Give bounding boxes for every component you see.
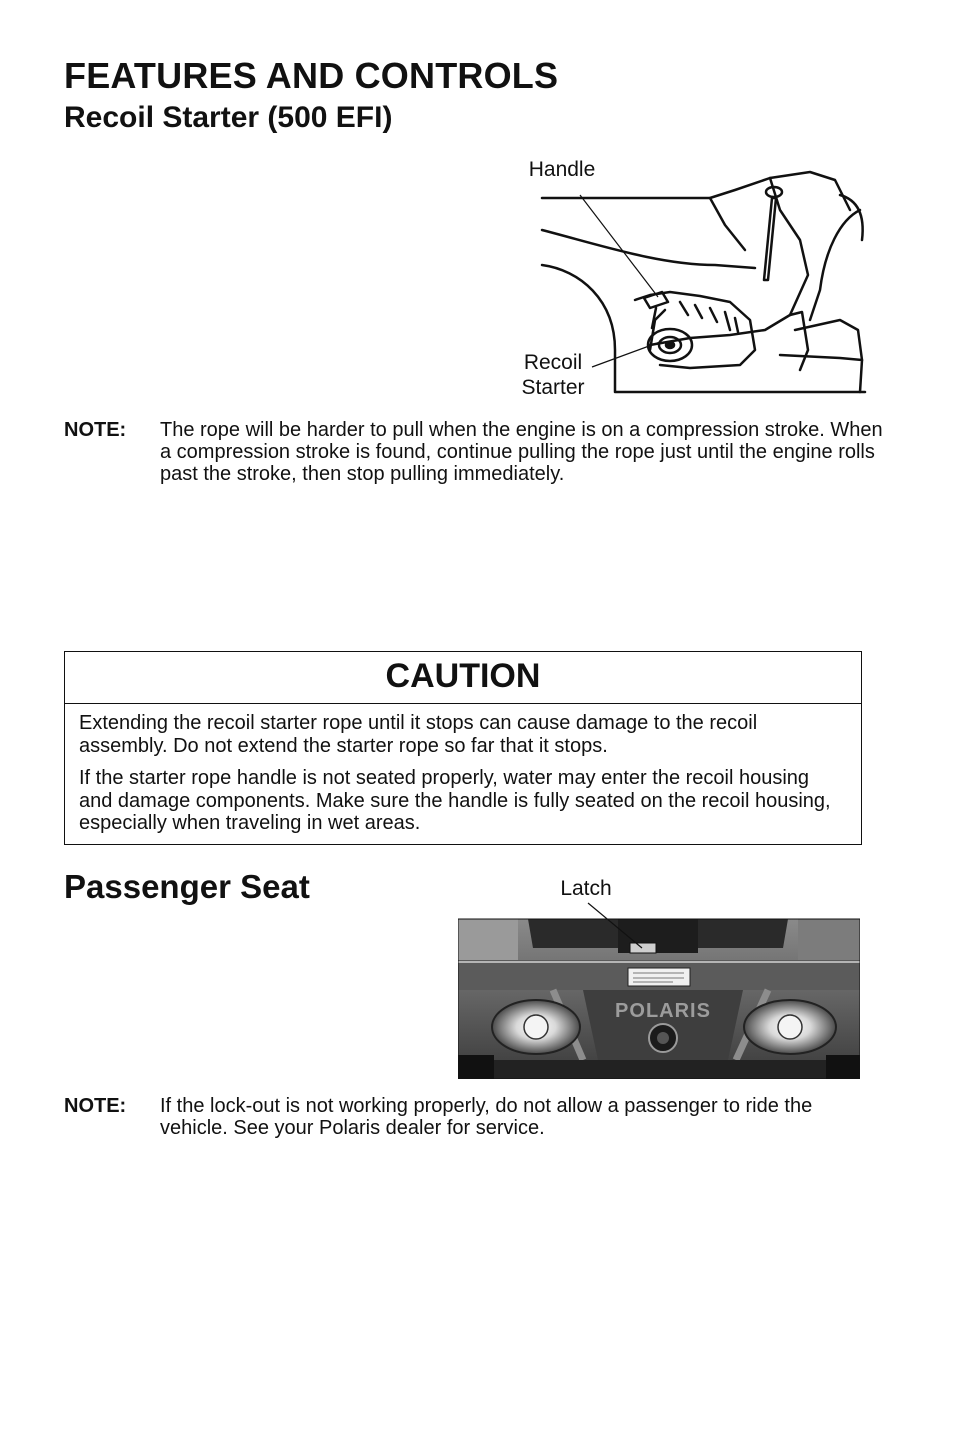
caution-box bbox=[64, 651, 862, 845]
note-text: The rope will be harder to pull when the engine is on a compression stroke. When a compression stroke is found, continue pulling the rope just until the engine rolls past the stroke, then stop pulling immediately. bbox=[160, 419, 883, 485]
polaris-logo-text: POLARIS bbox=[615, 1000, 711, 1022]
section-heading-recoil-starter: Recoil Starter (500 EFI) bbox=[64, 101, 393, 134]
page-title: FEATURES AND CONTROLS bbox=[64, 55, 559, 96]
recoil-starter-illustration bbox=[540, 170, 870, 402]
caution-heading: CAUTION bbox=[65, 652, 861, 704]
note-recoil bbox=[64, 419, 884, 485]
note-label: NOTE: bbox=[64, 1095, 127, 1117]
figure-label-recoil-line2: Starter bbox=[521, 376, 585, 399]
section-heading-passenger-seat: Passenger Seat bbox=[64, 868, 310, 905]
caution-paragraph: Extending the recoil starter rope until it stops can cause damage to the recoil assembly. Do not extend the starter rope so far that it stops. bbox=[79, 712, 758, 757]
figure-label-recoil-line1: Recoil bbox=[523, 351, 583, 374]
note-label: NOTE: bbox=[64, 419, 127, 441]
figure-label-handle: Handle bbox=[528, 158, 596, 181]
caution-paragraph: If the starter rope handle is not seated properly, water may enter the recoil housing and damage components. Make sure the handle is fully seated on the recoil housing, especially when traveling in wet areas. bbox=[79, 767, 831, 834]
figure-label-latch: Latch bbox=[560, 877, 612, 900]
note-text: If the lock-out is not working properly, do not allow a passenger to ride the vehicle. See your Polaris dealer for service. bbox=[160, 1095, 813, 1139]
note-passenger bbox=[64, 1095, 884, 1139]
passenger-seat-photo bbox=[458, 900, 860, 1079]
